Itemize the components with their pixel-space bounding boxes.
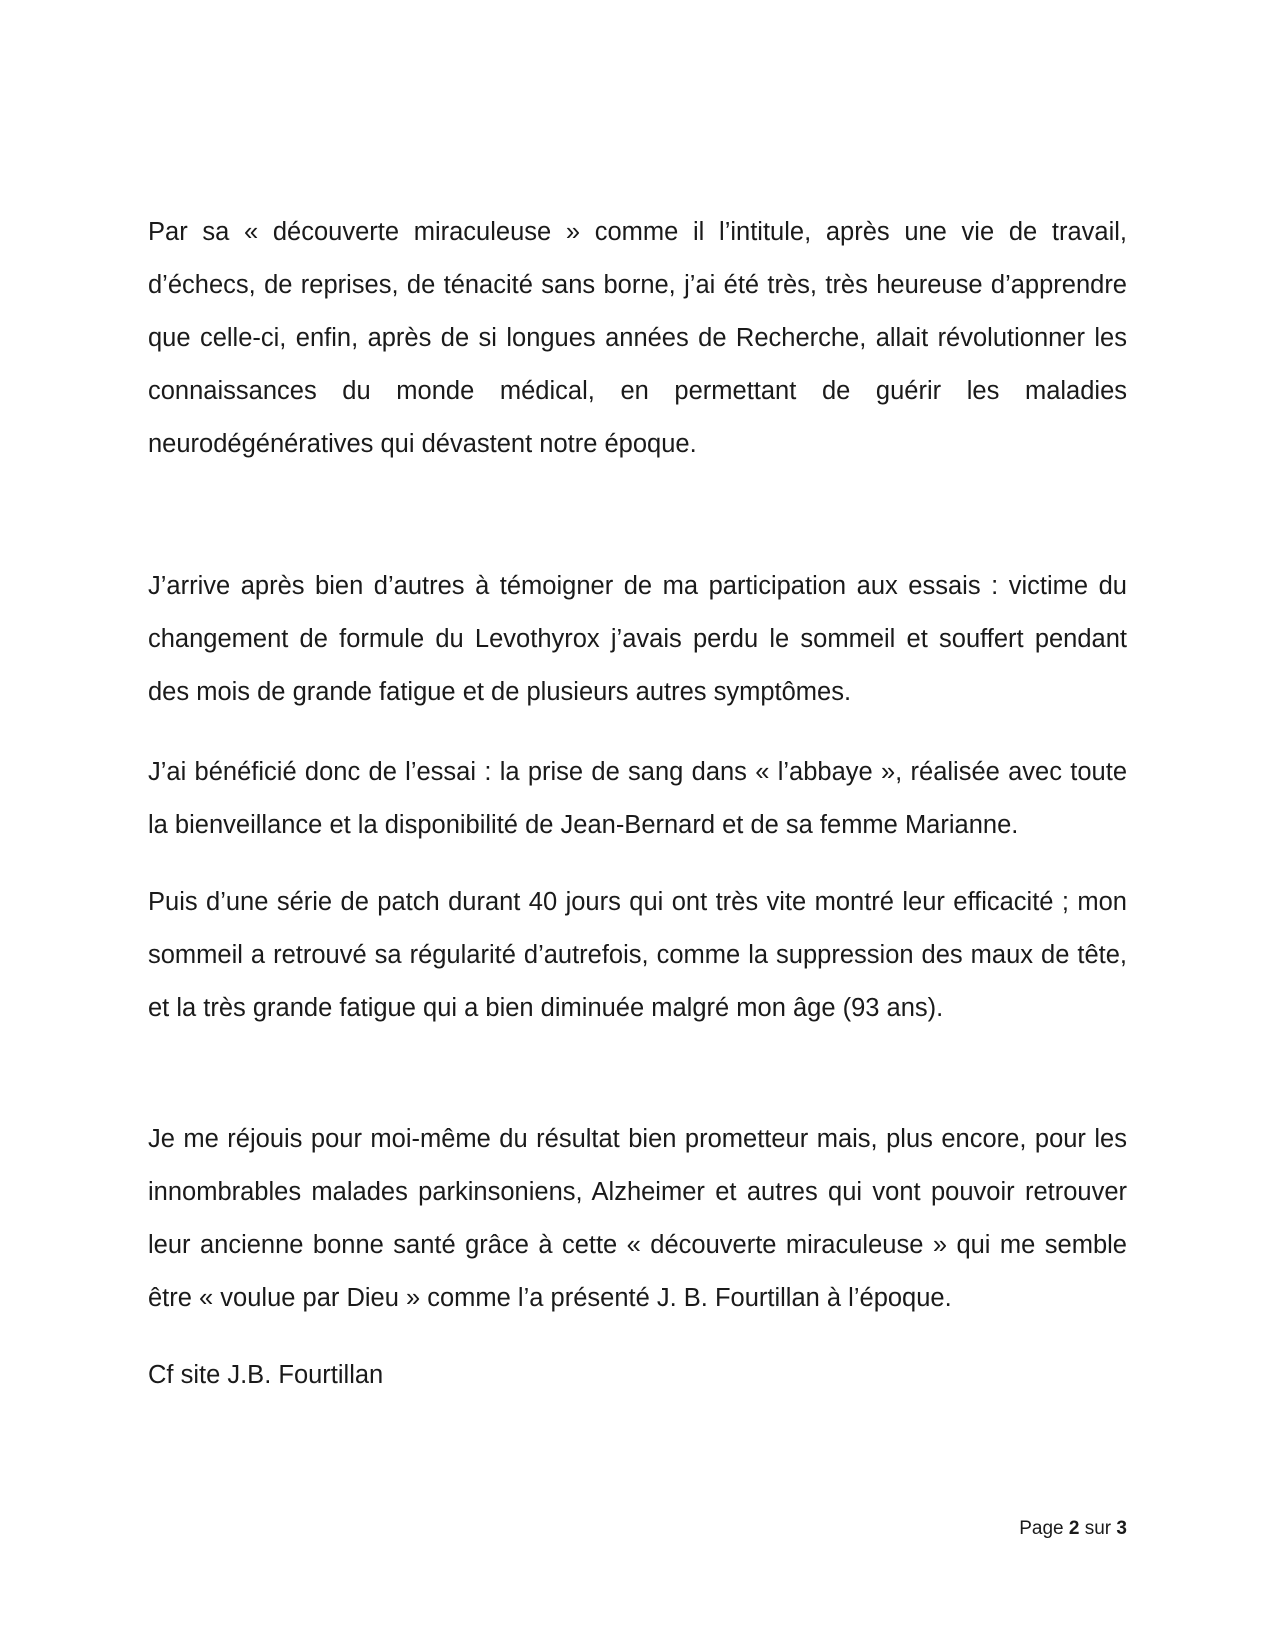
page-word: Page <box>1019 1518 1064 1539</box>
paragraph-hope: Je me réjouis pour moi-même du résultat bien prometteur mais, plus encore, pour les innombrables malades parkinsoniens, Alzheimer et autres qui vont pouvoir retrouver leur ancienne bonne santé grâce à cette « découverte miraculeuse » qui me semble être « voulue par Dieu » comme l’a présenté J. B. Fourtillan à l’époque. <box>148 1125 1127 1312</box>
paragraph-reference: Cf site J.B. Fourtillan <box>148 1361 384 1389</box>
page-total-number: 3 <box>1116 1518 1127 1539</box>
paragraph-patch-results: Puis d’une série de patch durant 40 jours qui ont très vite montré leur efficacité ; mon sommeil a retrouvé sa régularité d’autrefois, comme la suppression des maux de tête, et la très grande fatigue qui a bien diminuée malgré mon âge (93 ans). <box>148 888 1127 1022</box>
page-number-footer <box>1019 1516 1127 1542</box>
paragraph-discovery: Par sa « découverte miraculeuse » comme il l’intitule, après une vie de travail, d’échecs, de reprises, de ténacité sans borne, j’ai été très, très heureuse d’apprendre que celle-ci, enfin, après de si longues années de Recherche, allait révolutionner les connaissances du monde médical, en permettant de guérir les maladies neurodégénératives qui dévastent notre époque. <box>148 218 1127 458</box>
paragraph-blood-test: J’ai bénéficié donc de l’essai : la prise de sang dans « l’abbaye », réalisée avec toute la bienveillance et la disponibilité de Jean-Bernard et de sa femme Marianne. <box>148 758 1127 839</box>
paragraph-trial-participation: J’arrive après bien d’autres à témoigner de ma participation aux essais : victime du changement de formule du Levothyrox j’avais perdu le sommeil et souffert pendant des mois de grande fatigue et de plusieurs autres symptômes. <box>148 572 1127 706</box>
of-word: sur <box>1084 1518 1112 1539</box>
page-current-number: 2 <box>1068 1518 1080 1539</box>
